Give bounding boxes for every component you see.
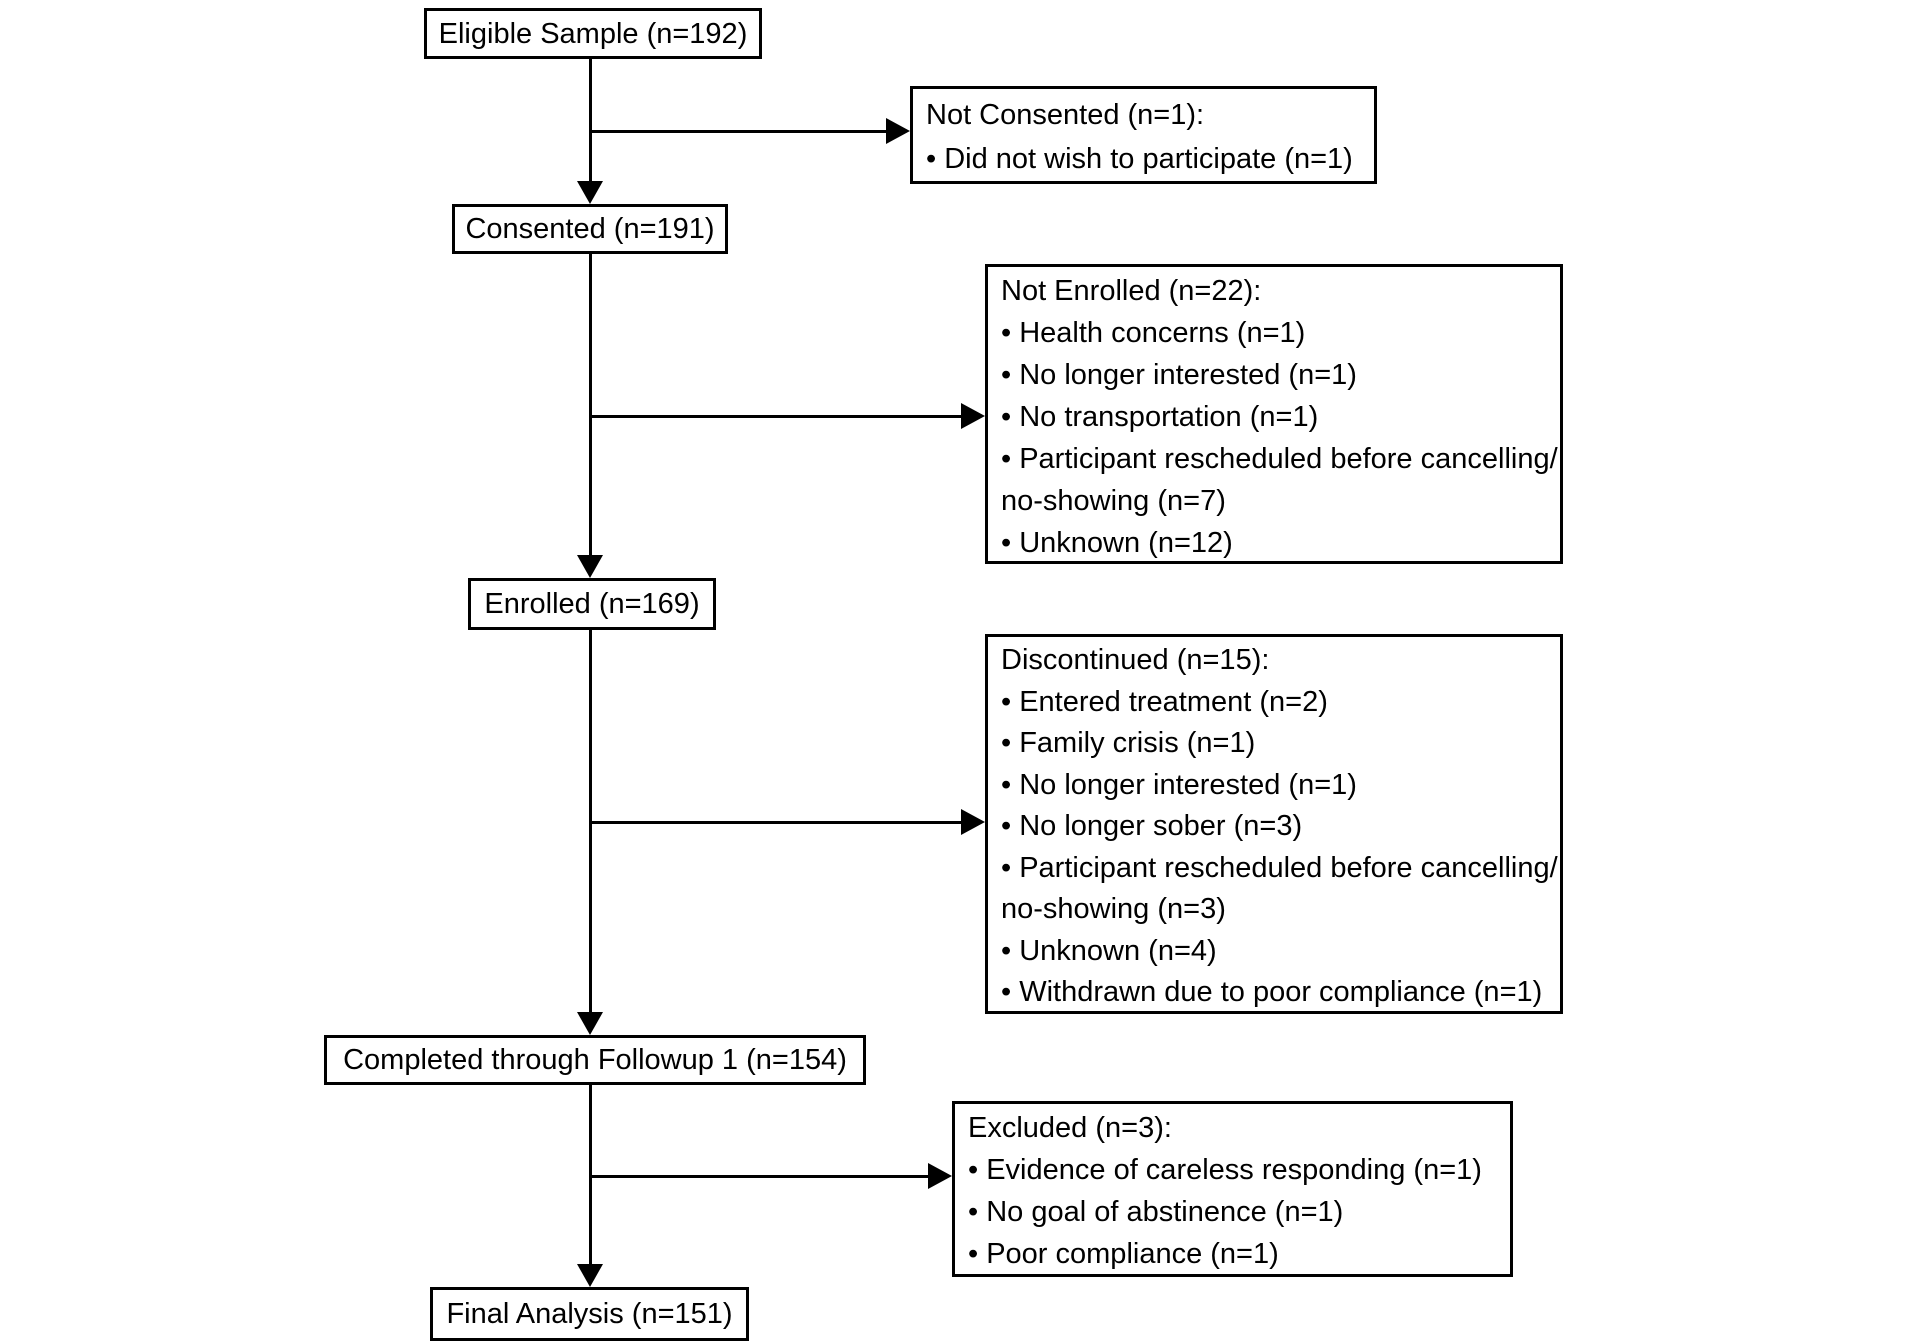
node-bullet: • Unknown (n=12)	[1001, 527, 1233, 559]
arrowhead-down-icon	[577, 181, 603, 204]
node-excluded	[952, 1101, 1513, 1277]
node-not-enrolled	[985, 264, 1563, 564]
arrowhead-right-icon	[886, 118, 910, 144]
node-bullet: • No longer sober (n=3)	[1001, 810, 1303, 842]
connector-branch-not-consented	[589, 130, 888, 133]
node-bullet: • Health concerns (n=1)	[1001, 317, 1306, 349]
node-label: Final Analysis (n=151)	[446, 1298, 733, 1330]
node-completed-followup-1	[324, 1035, 866, 1085]
arrowhead-down-icon	[577, 1012, 603, 1035]
node-eligible-sample	[424, 8, 762, 59]
node-bullet: • Withdrawn due to poor compliance (n=1)	[1001, 976, 1543, 1008]
node-title: Discontinued (n=15):	[1001, 644, 1270, 676]
node-bullet: • Family crisis (n=1)	[1001, 727, 1256, 759]
arrowhead-right-icon	[928, 1163, 952, 1189]
node-consented	[452, 204, 728, 254]
connector-eligible-to-consented	[589, 59, 592, 183]
node-bullet: • Participant rescheduled before cancelling/	[1001, 851, 1558, 884]
node-label: Enrolled (n=169)	[484, 588, 700, 620]
connector-branch-discontinued	[589, 821, 963, 824]
arrowhead-right-icon	[961, 809, 985, 835]
node-bullet: • No longer interested (n=1)	[1001, 359, 1357, 391]
node-title: Excluded (n=3):	[968, 1112, 1172, 1144]
node-label: Eligible Sample (n=192)	[438, 17, 748, 50]
node-bullet: • Poor compliance (n=1)	[968, 1238, 1279, 1270]
node-bullet: • Unknown (n=4)	[1001, 934, 1217, 967]
node-label: Consented (n=191)	[465, 213, 715, 245]
node-bullet: • Did not wish to participate (n=1)	[926, 143, 1353, 175]
node-bullet: • Entered treatment (n=2)	[1001, 685, 1328, 718]
node-discontinued	[985, 634, 1563, 1014]
node-bullet: • No transportation (n=1)	[1001, 401, 1319, 433]
node-title: Not Enrolled (n=22):	[1001, 275, 1262, 307]
node-not-consented	[910, 86, 1377, 184]
node-bullet-continuation: no-showing (n=7)	[1001, 485, 1226, 517]
connector-branch-excluded	[589, 1175, 930, 1178]
arrowhead-down-icon	[577, 555, 603, 578]
arrowhead-down-icon	[577, 1264, 603, 1287]
node-bullet: • Participant rescheduled before cancelling/	[1001, 443, 1558, 475]
node-final-analysis	[430, 1287, 749, 1341]
node-label: Completed through Followup 1 (n=154)	[343, 1044, 847, 1076]
arrowhead-right-icon	[961, 403, 985, 429]
node-title: Not Consented (n=1):	[926, 99, 1205, 131]
node-bullet-continuation: no-showing (n=3)	[1001, 893, 1226, 925]
node-bullet: • Evidence of careless responding (n=1)	[968, 1154, 1482, 1186]
connector-consented-to-enrolled	[589, 254, 592, 556]
node-enrolled	[468, 578, 716, 630]
node-bullet: • No longer interested (n=1)	[1001, 768, 1357, 801]
connector-branch-not-enrolled	[589, 415, 963, 418]
node-bullet: • No goal of abstinence (n=1)	[968, 1196, 1344, 1228]
